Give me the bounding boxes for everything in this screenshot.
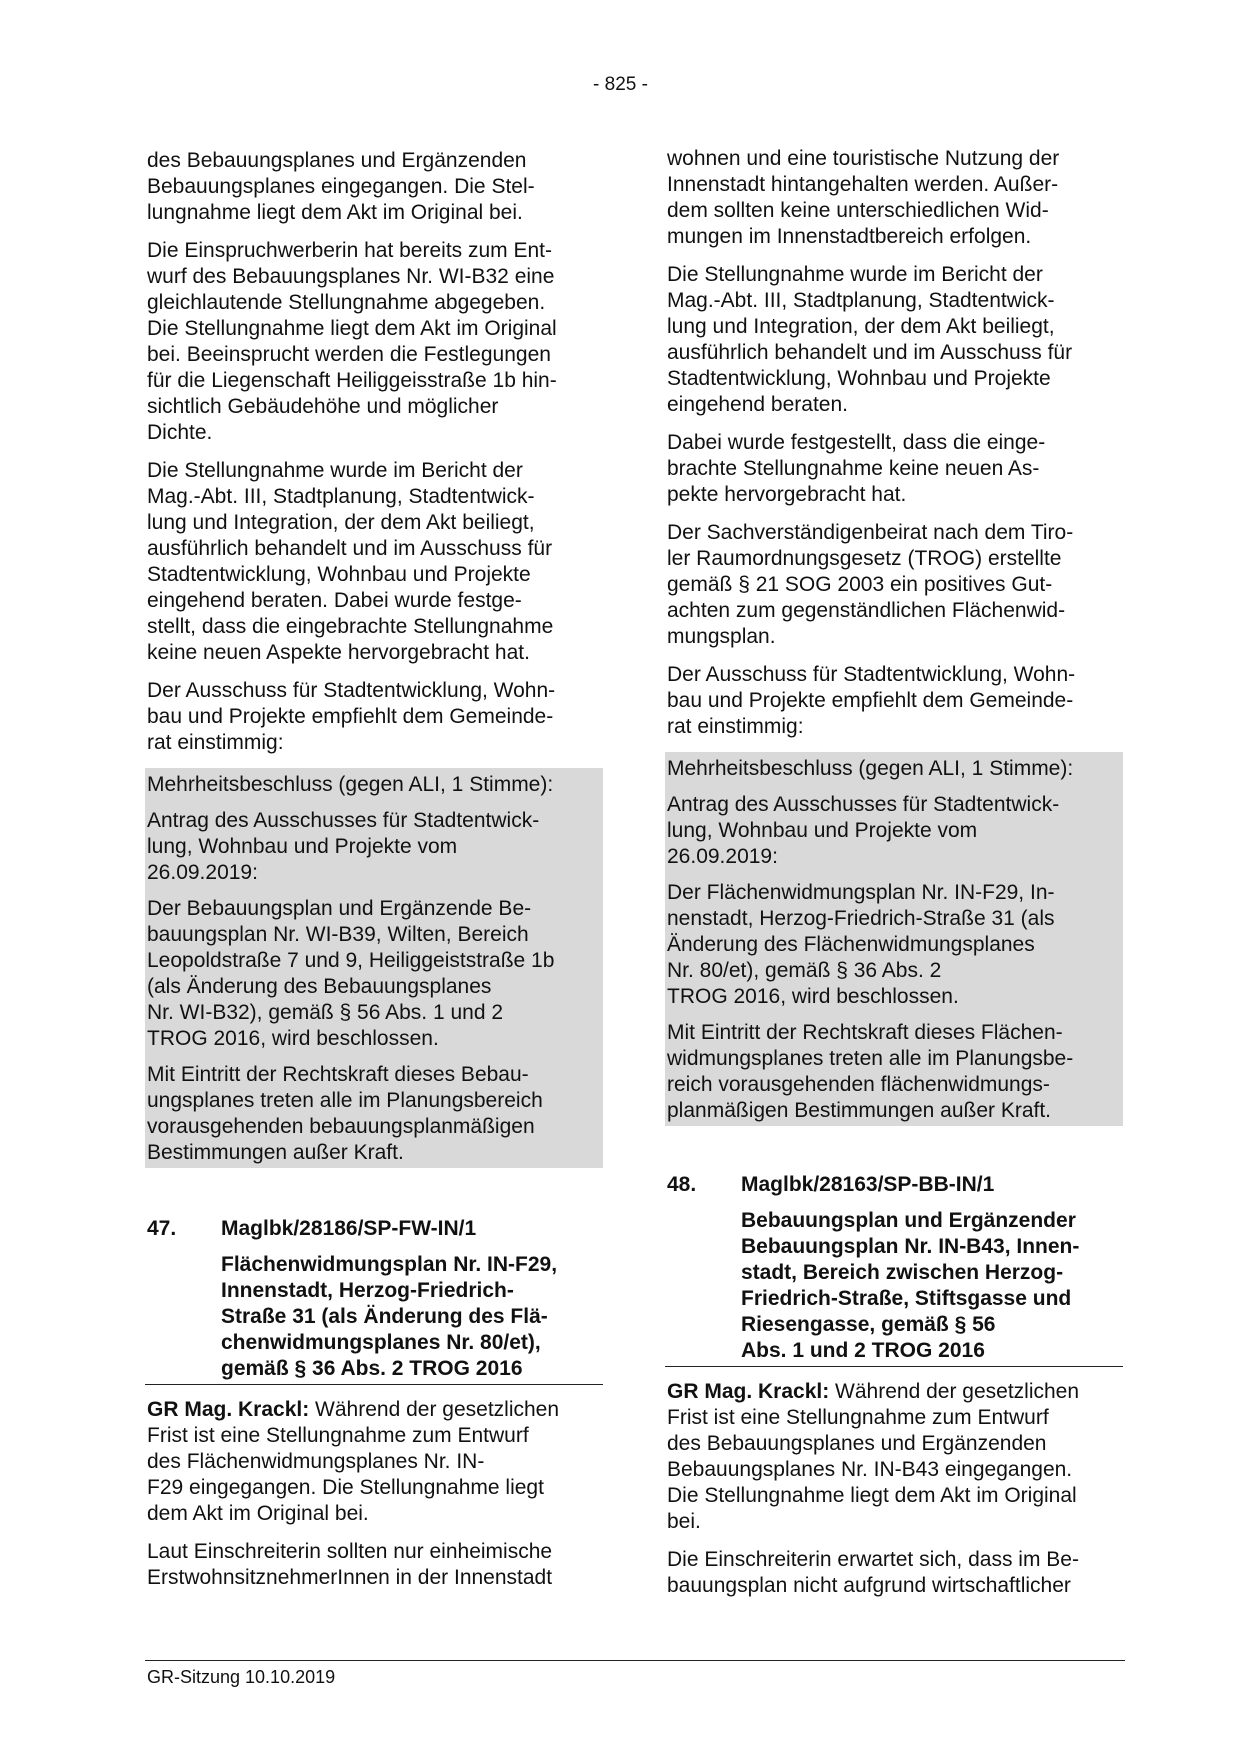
page-number: - 825 - <box>593 74 648 95</box>
speaker-name: GR Mag. Krackl: <box>667 1380 830 1403</box>
motion-effect: Mit Eintritt der Rechtskraft dieses Flächen- widmungsplanes treten alle im Planungsbe- reich vorausgehenden flächenwidmungs- planmäßigen Bestimmungen außer Kraft. <box>667 1021 1074 1122</box>
speaker-name: GR Mag. Krackl: <box>147 1398 310 1421</box>
divider <box>145 1384 603 1385</box>
paragraph: des Bebauungsplanes und Ergänzenden Bebauungsplanes eingegangen. Die Stel- lungnahme liegt dem Akt im Original bei. <box>147 149 535 224</box>
motion-effect: Mit Eintritt der Rechtskraft dieses Bebau- ungsplanes treten alle im Planungsbereich vorausgehenden bebauungsplanmäßigen Bestimmungen außer Kraft. <box>147 1063 543 1164</box>
agenda-item-code: Maglbk/28163/SP-BB-IN/1 <box>741 1173 995 1196</box>
agenda-item-header <box>665 1172 1123 1198</box>
divider <box>665 1366 1123 1367</box>
agenda-item-header <box>145 1216 603 1242</box>
paragraph: Der Ausschuss für Stadtentwicklung, Wohn- bau und Projekte empfiehlt dem Gemeinde- rat einstimmig: <box>667 663 1076 738</box>
paragraph <box>145 1397 603 1527</box>
right-column <box>665 146 1123 1611</box>
agenda-item-number: 47. <box>147 1217 177 1240</box>
speaker-text: Während der gesetzlichen Frist ist eine Stellungnahme zum Entwurf des Flächenwidmungsplanes Nr. IN- F29 eingegangen. Die Stellungnahme liegt dem Akt im Original bei. <box>147 1398 560 1525</box>
paragraph: Der Ausschuss für Stadtentwicklung, Wohn- bau und Projekte empfiehlt dem Gemeinde- rat einstimmig: <box>147 679 556 754</box>
paragraph: wohnen und eine touristische Nutzung der Innenstadt hintangehalten werden. Außer- dem sollten keine unterschiedlichen Wid- mungen im Innenstadtbereich erfolgen. <box>667 147 1060 248</box>
left-column <box>145 148 603 1603</box>
paragraph: Laut Einschreiterin sollten nur einheimische ErstwohnsitznehmerInnen in der Innenstadt <box>147 1540 553 1589</box>
footer-text: GR-Sitzung 10.10.2019 <box>147 1667 336 1687</box>
resolution-box <box>665 752 1123 1126</box>
motion-text: Der Flächenwidmungsplan Nr. IN-F29, In- nenstadt, Herzog-Friedrich-Straße 31 (als Änderung des Flächenwidmungsplanes Nr. 80/et), gemäß § 36 Abs. 2 TROG 2016, wird beschlossen. <box>667 881 1055 1008</box>
speaker-text: Während der gesetzlichen Frist ist eine Stellungnahme zum Entwurf des Bebauungsplanes und Ergänzenden Bebauungsplanes Nr. IN-B43 eingegangen. Die Stellungnahme liegt dem Akt im Original bei. <box>667 1380 1080 1533</box>
paragraph: Die Einspruchwerberin hat bereits zum Ent- wurf des Bebauungsplanes Nr. WI-B32 eine gleichlautende Stellungnahme abgegeben. Die Stellungnahme liegt dem Akt im Original bei. Beeinsprucht werden die Festlegungen für die Liegenschaft Heiliggeisstraße 1b hin- sichtlich Gebäudehöhe und möglicher Dichte. <box>147 239 557 444</box>
agenda-item-title: Bebauungsplan und Ergänzender Bebauungsplan Nr. IN-B43, Innen- stadt, Bereich zwischen Herzog- Friedrich-Straße, Stiftsgasse und Riesengasse, gemäß § 56 Abs. 1 und 2 TROG 2016 <box>741 1209 1080 1362</box>
footer-divider <box>145 1660 1125 1661</box>
paragraph: Die Stellungnahme wurde im Bericht der Mag.-Abt. III, Stadtplanung, Stadtentwick- lung und Integration, der dem Akt beiliegt, ausführlich behandelt und im Ausschuss für Stadtentwicklung, Wohnbau und Projekte eingehend beraten. Dabei wurde festge- stellt, dass die eingebrachte Stellungnahme keine neuen Aspekte hervorgebracht hat. <box>147 459 554 664</box>
paragraph <box>665 1379 1123 1535</box>
paragraph: Dabei wurde festgestellt, dass die einge- brachte Stellungnahme keine neuen As- pekte hervorgebracht hat. <box>667 431 1046 506</box>
paragraph: Die Einschreiterin erwartet sich, dass im Be- bauungsplan nicht aufgrund wirtschaftlicher <box>667 1548 1079 1597</box>
vote-result: Mehrheitsbeschluss (gegen ALI, 1 Stimme): <box>147 773 554 796</box>
agenda-item-code: Maglbk/28186/SP-FW-IN/1 <box>221 1217 477 1240</box>
motion-heading: Antrag des Ausschusses für Stadtentwick- lung, Wohnbau und Projekte vom 26.09.2019: <box>667 793 1060 868</box>
motion-heading: Antrag des Ausschusses für Stadtentwick- lung, Wohnbau und Projekte vom 26.09.2019: <box>147 809 540 884</box>
resolution-box <box>145 768 603 1168</box>
paragraph: Die Stellungnahme wurde im Bericht der Mag.-Abt. III, Stadtplanung, Stadtentwick- lung und Integration, der dem Akt beiliegt, ausführlich behandelt und im Ausschuss für Stadtentwicklung, Wohnbau und Projekte eingehend beraten. <box>667 263 1073 416</box>
agenda-item-title: Flächenwidmungsplan Nr. IN-F29, Innenstadt, Herzog-Friedrich- Straße 31 (als Änderung des Flä- chenwidmungsplanes Nr. 80/et), gemäß § 36 Abs. 2 TROG 2016 <box>221 1253 558 1380</box>
agenda-item-number: 48. <box>667 1173 697 1196</box>
vote-result: Mehrheitsbeschluss (gegen ALI, 1 Stimme): <box>667 757 1074 780</box>
paragraph: Der Sachverständigenbeirat nach dem Tiro- ler Raumordnungsgesetz (TROG) erstellte gemäß § 21 SOG 2003 ein positives Gut- achten zum gegenständlichen Flächenwid- mungsplan. <box>667 521 1074 648</box>
motion-text: Der Bebauungsplan und Ergänzende Be- bauungsplan Nr. WI-B39, Wilten, Bereich Leopoldstraße 7 und 9, Heiliggeiststraße 1b (als Änderung des Bebauungsplanes Nr. WI-B32), gemäß § 56 Abs. 1 und 2 TROG 2016, wird beschlossen. <box>147 897 555 1050</box>
